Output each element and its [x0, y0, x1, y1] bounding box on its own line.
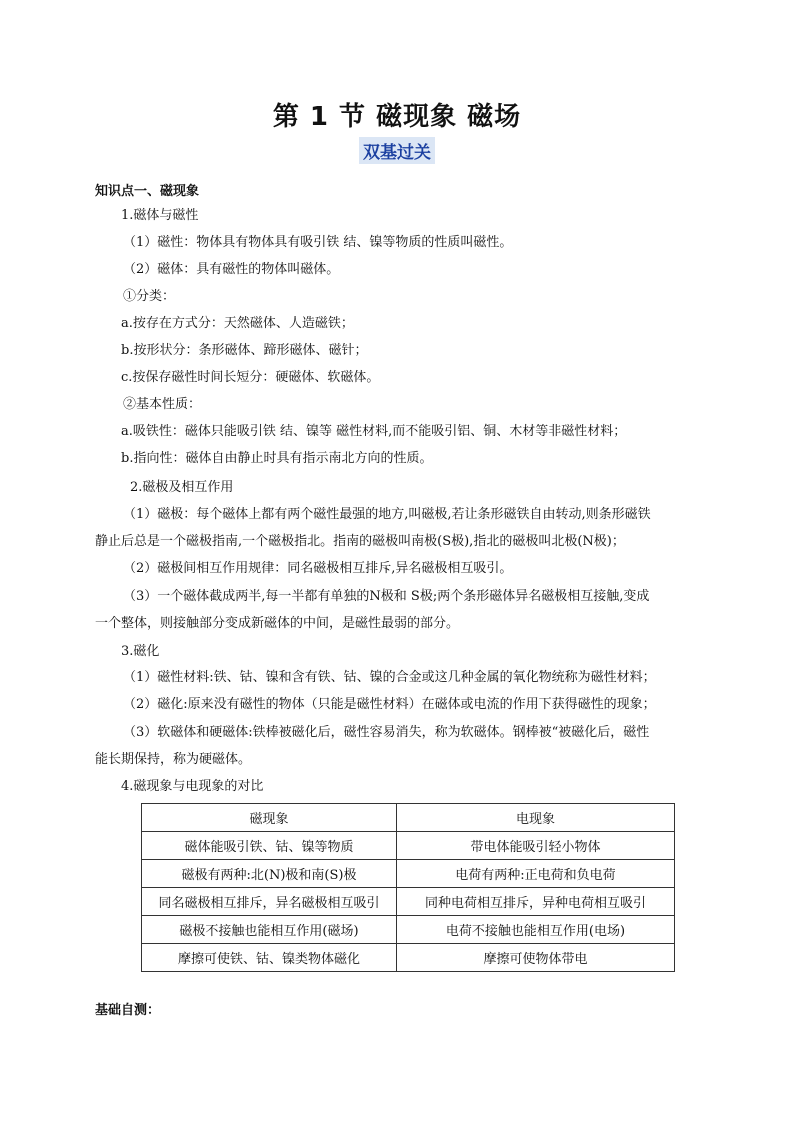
text-line: （2）磁极间相互作用规律：同名磁极相互排斥,异名磁极相互吸引。: [123, 561, 513, 576]
text-line: 2.磁极及相互作用: [130, 480, 234, 495]
text-line: b.按形状分：条形磁体、蹄形磁体、磁针；: [121, 343, 368, 358]
text-line: 一个整体，则接触部分变成新磁体的中间，是磁性最弱的部分。: [95, 616, 460, 631]
comparison-table: [141, 803, 675, 972]
table-cell: 同种电荷相互排斥，异种电荷相互吸引: [397, 888, 675, 916]
section-heading-2: 基础自测：: [95, 1003, 161, 1018]
table-cell: 带电体能吸引轻小物体: [397, 832, 675, 860]
text-line: a.吸铁性：磁体只能吸引铁 结、镍等 磁性材料,而不能吸引铝、铜、木材等非磁性材料；: [121, 424, 627, 439]
text-line: （1）磁性材料:铁、钴、镍和含有铁、钴、镍的合金或这几种金属的氧化物统称为磁性材料；: [123, 670, 656, 685]
table-cell: 磁极有两种:北(N)极和南(S)极: [142, 860, 397, 888]
text-line: （2）磁化:原来没有磁性的物体（只能是磁性材料）在磁体或电流的作用下获得磁性的现象；: [123, 697, 656, 712]
table-header-cell: 电现象: [397, 804, 675, 832]
text-line: c.按保存磁性时间长短分：硬磁体、软磁体。: [121, 370, 380, 385]
text-line: （3）软磁体和硬磁体:铁棒被磁化后，磁性容易消失，称为软磁体。钢棒被“被磁化后，磁性: [123, 725, 650, 740]
table-cell: 同名磁极相互排斥，异名磁极相互吸引: [142, 888, 397, 916]
text-line: 能长期保持，称为硬磁体。: [95, 752, 252, 767]
text-line: （3）一个磁体截成两半,每一半都有单独的N极和 S极;两个条形磁体异名磁极相互接触,变成: [123, 589, 650, 604]
text-line: a.按存在方式分：天然磁体、人造磁铁；: [121, 316, 354, 331]
text-line: 静止后总是一个磁极指南,一个磁极指北。指南的磁极叫南极(S极),指北的磁极叫北极(N极)；: [95, 534, 625, 549]
text-line: ①分类：: [123, 289, 176, 304]
text-line: 4.磁现象与电现象的对比: [121, 779, 264, 794]
table-row: [142, 944, 675, 972]
text-line: 3.磁化: [121, 644, 160, 659]
table-header-cell: 磁现象: [142, 804, 397, 832]
table-cell: 摩擦可使物体带电: [397, 944, 675, 972]
table-cell: 电荷有两种:正电荷和负电荷: [397, 860, 675, 888]
table-row: [142, 860, 675, 888]
table-row: [142, 888, 675, 916]
text-line: （2）磁体：具有磁性的物体叫磁体。: [123, 262, 340, 277]
text-line: 1.磁体与磁性: [121, 208, 199, 223]
table-cell: 磁极不接触也能相互作用(磁场): [142, 916, 397, 944]
section-heading-1: 知识点一、磁现象: [95, 184, 200, 199]
text-line: ②基本性质：: [123, 397, 202, 412]
table-cell: 电荷不接触也能相互作用(电场): [397, 916, 675, 944]
text-line: b.指向性：磁体自由静止时具有指示南北方向的性质。: [121, 451, 433, 466]
table-cell: 磁体能吸引铁、钴、镍等物质: [142, 832, 397, 860]
table-header-row: [142, 804, 675, 832]
table-row: [142, 832, 675, 860]
page-title: 第 1 节 磁现象 磁场: [272, 102, 522, 132]
table-row: [142, 916, 675, 944]
subtitle-wrap: [0, 137, 794, 164]
text-line: （1）磁极：每个磁体上都有两个磁性最强的地方,叫磁极,若让条形磁铁自由转动,则条形磁铁: [123, 507, 651, 522]
page-subtitle: 双基过关: [359, 137, 435, 164]
table-cell: 摩擦可使铁、钴、镍类物体磁化: [142, 944, 397, 972]
text-line: （1）磁性：物体具有物体具有吸引铁 结、镍等物质的性质叫磁性。: [123, 235, 513, 250]
